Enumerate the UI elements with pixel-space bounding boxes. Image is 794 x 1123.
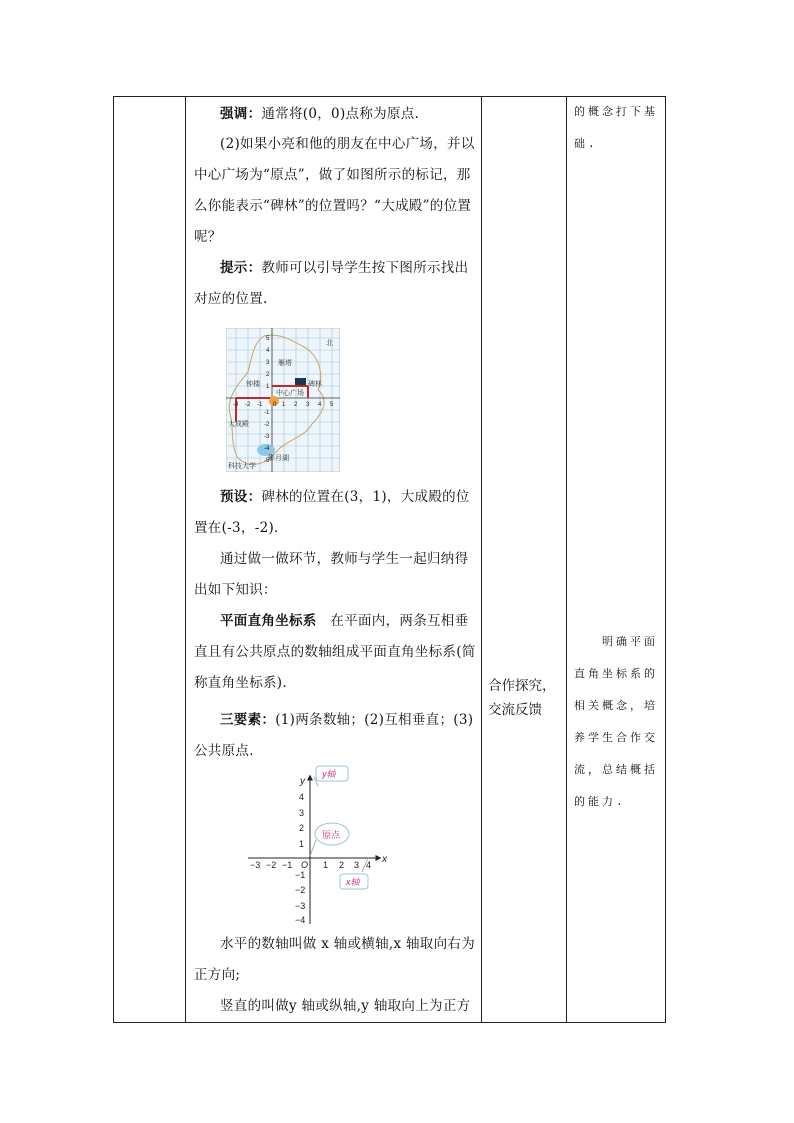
top-note: 的概念打下基础. [574,105,658,150]
axis-y-tick: −1 [295,870,306,880]
elements-label: 三要素： [220,712,276,728]
axis-x-tick: −2 [266,860,277,870]
map-y-tick: 2 [266,372,270,378]
map-y-tick: -5 [264,458,270,464]
axis-x-tick: −1 [282,860,293,870]
axis-y-tick: 1 [299,839,305,849]
city-map-figure [226,328,340,472]
axis-x-tick: 1 [323,860,329,870]
axis-y-tick: 3 [299,808,305,818]
map-y-tick: 4 [266,348,270,354]
elements-text: (1)两条数轴；(2)互相垂直；(3)公共原点． [194,712,474,759]
map-x-tick: 2 [294,402,298,408]
axis-y-tick: 4 [299,792,305,802]
north-label: 北 [326,340,333,347]
map-y-tick: -4 [264,446,270,452]
axis-y-tick: −2 [295,885,306,895]
hint-text: 教师可以引导学生按下图所示找出对应的位置. [194,260,469,307]
definition-paragraph [194,606,479,699]
map-x-tick: 0 [273,402,277,408]
emphasis-paragraph [194,99,479,130]
landmark-yanta: 雁塔 [278,360,292,367]
x-axis-paragraph: 水平的数轴叫做 x 轴或横轴,x 轴取向右为正方向; [194,936,475,983]
coordinate-axes-figure [246,764,396,928]
axis-x-tick: 3 [354,860,360,870]
preset-label: 预设： [220,489,262,505]
hint-label: 提示： [220,260,262,276]
y-axis-callout: y轴 [322,769,336,779]
map-y-tick: -1 [264,410,270,416]
map-x-tick: 4 [318,402,322,408]
landmark-dachengdian: 大成殿 [228,421,249,428]
y-axis-letter: y [300,776,305,787]
preset-text: 碑林的位置在(3，1)，大成殿的位置在(-3，-2)． [194,489,470,536]
hint-paragraph [194,253,479,315]
definition-text: 在平面内，两条互相垂直且有公共原点的数轴组成平面直角坐标系(简称直角坐标系). [194,613,476,691]
y-axis-paragraph: 竖直的叫做y 轴或纵轴,y 轴取向上为正方 [220,998,471,1014]
axis-y-tick: 2 [299,823,305,833]
axis-origin-label: O [301,860,309,870]
preset-paragraph [194,482,479,544]
question-paragraph: (2)如果小亮和他的朋友在中心广场，并以中心广场为“原点”，做了如图所示的标记，那么你能表示“碑林”的位置吗？“大成殿”的位置呢？ [194,136,475,245]
elements-paragraph [194,705,479,767]
axis-x-tick: 4 [366,860,372,870]
map-y-tick: 3 [266,360,270,366]
x-axis-callout: x轴 [346,877,360,887]
axis-y-tick: −4 [295,915,306,925]
map-x-tick: 1 [282,402,286,408]
column-divider [481,96,482,1023]
summary-paragraph: 通过做一做环节，教师与学生一起归纳得出如下知识： [194,551,469,598]
emphasis-text: 通常将(0，0)点称为原点. [261,106,420,122]
axis-x-tick: −3 [250,860,261,870]
map-y-tick: -2 [264,422,270,428]
landmark-beilin: 碑林 [308,381,322,388]
axis-y-tick: −3 [295,901,306,911]
column-divider [185,96,186,1023]
map-y-tick: 1 [266,384,270,390]
origin-callout: 原点 [322,830,341,840]
x-axis-letter: x [382,854,387,865]
map-x-tick: -2 [245,402,251,408]
activity-cell: 合作探究，交流反馈 [488,678,556,718]
purpose-note: 明确平面直角坐标系的相关概念，培养学生合作交流，总结概括的能力. [574,635,658,808]
landmark-zhongxin: 中心广场 [276,390,304,397]
map-y-tick: -3 [264,434,270,440]
emphasis-label: 强调： [220,106,262,122]
landmark-zhonglou: 钟楼 [246,381,260,388]
definition-label: 平面直角坐标系 [220,613,317,629]
map-x-tick: -1 [257,402,263,408]
map-y-tick: 5 [266,336,270,342]
map-x-tick: 5 [330,402,334,408]
map-x-tick: 3 [306,402,310,408]
axis-x-tick: 2 [339,860,345,870]
column-divider [566,96,567,1023]
map-x-tick: -3 [233,402,239,408]
landmark-kejidaxue: 科技大学 [228,463,256,470]
landmark-yingyuehu: 影月湖 [268,455,289,462]
